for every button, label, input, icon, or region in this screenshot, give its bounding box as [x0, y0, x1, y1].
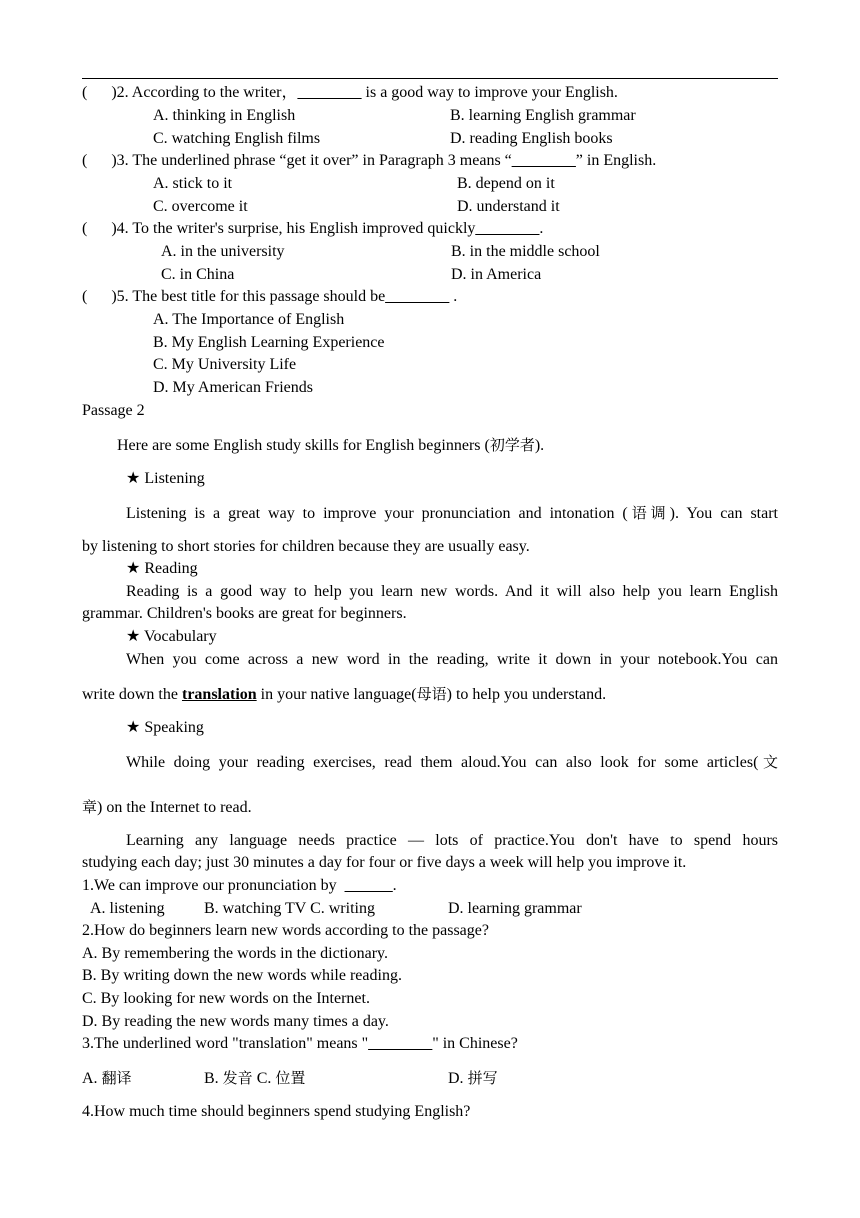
q5-option-c: C. My University Life — [153, 356, 297, 373]
question-3: ( )3. The underlined phrase “get it over” in Paragraph 3 means “________” in English. — [82, 152, 657, 169]
q3-option-d: D. understand it — [457, 198, 560, 215]
p2-q3-option-bc: B. 发音 C. 位置 — [204, 1069, 306, 1087]
p2-q1-option-bc: B. watching TV C. writing — [204, 900, 375, 917]
top-rule — [82, 78, 778, 79]
vocabulary-title: ★ Vocabulary — [126, 628, 217, 645]
q5-option-b: B. My English Learning Experience — [153, 334, 385, 351]
p2-q2-option-d: D. By reading the new words many times a day. — [82, 1013, 389, 1030]
p2-q1-option-d: D. learning grammar — [448, 900, 582, 917]
q2-option-a: A. thinking in English — [153, 107, 296, 124]
reading-line-1: Reading is a good way to help you learn new words. And it will also help you learn English — [126, 583, 778, 600]
practice-line-1: Learning any language needs practice — lots of practice.You don't have to spend hours — [126, 832, 778, 849]
listening-line-1: Listening is a great way to improve your pronunciation and intonation (语调). You can start — [126, 504, 778, 522]
speaking-line-1: While doing your reading exercises, read them aloud.You can also look for some articles(文 — [126, 753, 778, 771]
p2-q2-option-c: C. By looking for new words on the Internet. — [82, 990, 370, 1007]
p2-q2-option-b: B. By writing down the new words while reading. — [82, 967, 402, 984]
passage-intro: Here are some English study skills for English beginners (初学者). — [117, 436, 545, 454]
q2-option-d: D. reading English books — [450, 130, 613, 147]
question-5: ( )5. The best title for this passage should be________ . — [82, 288, 458, 305]
vocabulary-line-2: write down the translation in your native language(母语) to help you understand. — [82, 685, 607, 703]
question-4: ( )4. To the writer's surprise, his English improved quickly________. — [82, 220, 544, 237]
speaking-line-2: 章) on the Internet to read. — [82, 798, 252, 816]
q2-option-c: C. watching English films — [153, 130, 321, 147]
q3-option-a: A. stick to it — [153, 175, 233, 192]
q4-option-b: B. in the middle school — [451, 243, 600, 260]
practice-line-2: studying each day; just 30 minutes a day for four or five days a week will help you improve it. — [82, 854, 687, 871]
listening-line-2: by listening to short stories for children because they are usually easy. — [82, 538, 530, 555]
translation-word: translation — [181, 686, 257, 703]
q3-option-c: C. overcome it — [153, 198, 248, 215]
question-2: ( )2. According to the writer，________ is a good way to improve your English. — [82, 84, 618, 101]
vocabulary-line-1: When you come across a new word in the reading, write it down in your notebook.You can — [126, 651, 778, 668]
passage-heading: Passage 2 — [82, 402, 145, 419]
q4-option-c: C. in China — [161, 266, 235, 283]
p2-q3-option-a: A. 翻译 — [82, 1069, 132, 1087]
q5-option-d: D. My American Friends — [153, 379, 313, 396]
reading-line-2: grammar. Children's books are great for beginners. — [82, 605, 407, 622]
q2-option-b: B. learning English grammar — [450, 107, 636, 124]
p2-question-4: 4.How much time should beginners spend studying English? — [82, 1103, 471, 1120]
q4-option-d: D. in America — [451, 266, 542, 283]
p2-question-1: 1.We can improve our pronunciation by ______. — [82, 877, 397, 894]
speaking-title: ★ Speaking — [126, 719, 204, 736]
p2-q1-option-a: A. listening — [90, 900, 165, 917]
p2-question-3: 3.The underlined word "translation" means "________" in Chinese? — [82, 1035, 518, 1052]
q5-option-a: A. The Importance of English — [153, 311, 345, 328]
reading-title: ★ Reading — [126, 560, 198, 577]
q3-option-b: B. depend on it — [457, 175, 555, 192]
q4-option-a: A. in the university — [161, 243, 285, 260]
p2-q2-option-a: A. By remembering the words in the dictionary. — [82, 945, 388, 962]
p2-q3-option-d: D. 拼写 — [448, 1069, 498, 1087]
listening-title: ★ Listening — [126, 470, 205, 487]
p2-question-2: 2.How do beginners learn new words according to the passage? — [82, 922, 489, 939]
